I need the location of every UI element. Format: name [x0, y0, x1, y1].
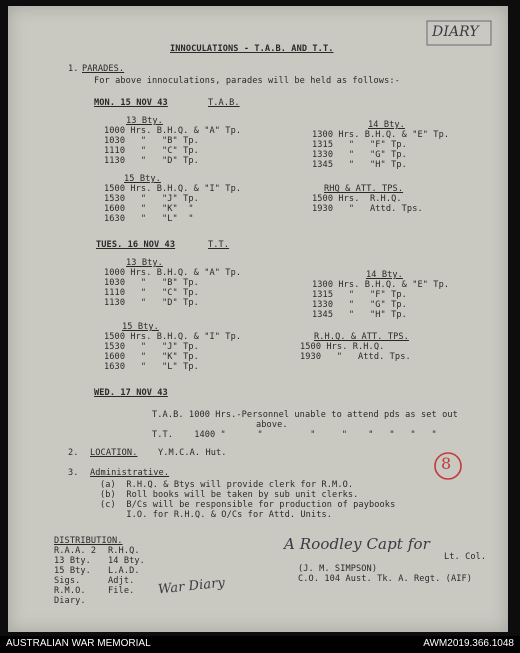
item3-line: I.O. for R.H.Q. & O/Cs for Attd. Units. [100, 510, 333, 520]
mon-15bty-heading: 15 Bty. [124, 174, 161, 184]
mon-rhq-heading: RHQ & ATT. TPS. [324, 184, 404, 194]
mon-13bty-row: 1000 Hrs. B.H.Q. & "A" Tp. [104, 126, 242, 136]
tues-14bty-row: 1345 " "H" Tp. [312, 310, 407, 320]
mon-15bty-row: 1500 Hrs. B.H.Q. & "I" Tp. [104, 184, 242, 194]
item1-text: For above innoculations, parades will be held as follows:- [94, 76, 400, 86]
item1-label: PARADES. [82, 64, 125, 74]
document-page [8, 6, 508, 632]
wed-tab-line: T.A.B. 1000 Hrs.-Personnel unable to attend pds as set out [152, 410, 458, 420]
signature-handwritten: A Roodley Capt for [284, 535, 430, 553]
mon-heading: MON. 15 NOV 43 [94, 98, 168, 108]
tues-heading: TUES. 16 NOV 43 [96, 240, 176, 250]
distribution-item: R.M.O. [54, 586, 86, 596]
wed-tt-line: T.T. 1400 " " " " " " " " [152, 430, 437, 440]
tues-15bty-row: 1500 Hrs. B.H.Q. & "I" Tp. [104, 332, 242, 342]
page-number: 8 [441, 454, 452, 473]
distribution-item: R.H.Q. [108, 546, 140, 556]
tues-14bty-row: 1300 Hrs. B.H.Q. & "E" Tp. [312, 280, 450, 290]
tues-14bty-row: 1330 " "G" Tp. [312, 300, 407, 310]
wed-heading: WED. 17 NOV 43 [94, 388, 168, 398]
mon-14bty-row: 1300 Hrs. B.H.Q. & "E" Tp. [312, 130, 450, 140]
item2-text: Y.M.C.A. Hut. [158, 448, 227, 458]
item3-label: Administrative. [90, 468, 170, 478]
mon-13bty-row: 1130 " "D" Tp. [104, 156, 199, 166]
footer-bar [0, 636, 520, 653]
mon-14bty-row: 1330 " "G" Tp. [312, 150, 407, 160]
tues-rhq-row: 1930 " Attd. Tps. [300, 352, 411, 362]
tues-13bty-heading: 13 Bty. [126, 258, 163, 268]
item3-line: (b) Roll books will be taken by sub unit clerks. [100, 490, 359, 500]
distribution-item: File. [108, 586, 135, 596]
margin-note-handwritten: War Diary [157, 575, 226, 598]
footer-credit: AUSTRALIAN WAR MEMORIAL [6, 638, 151, 649]
item1-number: 1. [68, 64, 79, 74]
mon-type: T.A.B. [208, 98, 240, 108]
mon-rhq-row: 1500 Hrs. R.H.Q. [312, 194, 402, 204]
distribution-item: R.A.A. 2 [54, 546, 97, 556]
item2-label: LOCATION. [90, 448, 138, 458]
page-title: INNOCULATIONS - T.A.B. AND T.T. [170, 44, 334, 54]
mon-rhq-row: 1930 " Attd. Tps. [312, 204, 423, 214]
mon-14bty-row: 1315 " "F" Tp. [312, 140, 407, 150]
mon-14bty-row: 1345 " "H" Tp. [312, 160, 407, 170]
tues-type: T.T. [208, 240, 230, 250]
tues-13bty-row: 1130 " "D" Tp. [104, 298, 199, 308]
signature-unit: C.O. 104 Aust. Tk. A. Regt. (AIF) [298, 574, 473, 584]
signature-name: (J. M. SIMPSON) [298, 564, 378, 574]
tues-13bty-row: 1030 " "B" Tp. [104, 278, 199, 288]
tues-14bty-heading: 14 Bty. [366, 270, 403, 280]
distribution-item: L.A.D. [108, 566, 140, 576]
item3-number: 3. [68, 468, 79, 478]
distribution-item: Sigs. [54, 576, 81, 586]
tues-15bty-row: 1630 " "L" Tp. [104, 362, 199, 372]
tues-15bty-heading: 15 Bty. [122, 322, 159, 332]
mon-15bty-row: 1530 " "J" Tp. [104, 194, 199, 204]
item3-line: (a) R.H.Q. & Btys will provide clerk for R.M.O. [100, 480, 354, 490]
distribution-item: Diary. [54, 596, 86, 606]
tues-15bty-row: 1600 " "K" Tp. [104, 352, 199, 362]
distribution-item: 13 Bty. [54, 556, 91, 566]
mon-15bty-row: 1600 " "K" " [104, 204, 194, 214]
mon-13bty-row: 1030 " "B" Tp. [104, 136, 199, 146]
distribution-item: 15 Bty. [54, 566, 91, 576]
tues-13bty-row: 1110 " "C" Tp. [104, 288, 199, 298]
diary-stamp: DIARY [432, 24, 479, 40]
tues-13bty-row: 1000 Hrs. B.H.Q. & "A" Tp. [104, 268, 242, 278]
signature-rank: Lt. Col. [444, 552, 487, 562]
mon-13bty-row: 1110 " "C" Tp. [104, 146, 199, 156]
distribution-heading: DISTRIBUTION. [54, 536, 123, 546]
wed-tab-line-cont: above. [256, 420, 288, 430]
distribution-item: Adjt. [108, 576, 135, 586]
tues-rhq-heading: R.H.Q. & ATT. TPS. [314, 332, 409, 342]
tues-15bty-row: 1530 " "J" Tp. [104, 342, 199, 352]
distribution-item: 14 Bty. [108, 556, 145, 566]
tues-14bty-row: 1315 " "F" Tp. [312, 290, 407, 300]
mon-14bty-heading: 14 Bty. [368, 120, 405, 130]
mon-15bty-row: 1630 " "L" " [104, 214, 194, 224]
item3-line: (c) B/Cs will be responsible for production of paybooks [100, 500, 396, 510]
item2-number: 2. [68, 448, 79, 458]
footer-accession-number: AWM2019.366.1048 [423, 638, 514, 649]
mon-13bty-heading: 13 Bty. [126, 116, 163, 126]
tues-rhq-row: 1500 Hrs. R.H.Q. [300, 342, 385, 352]
